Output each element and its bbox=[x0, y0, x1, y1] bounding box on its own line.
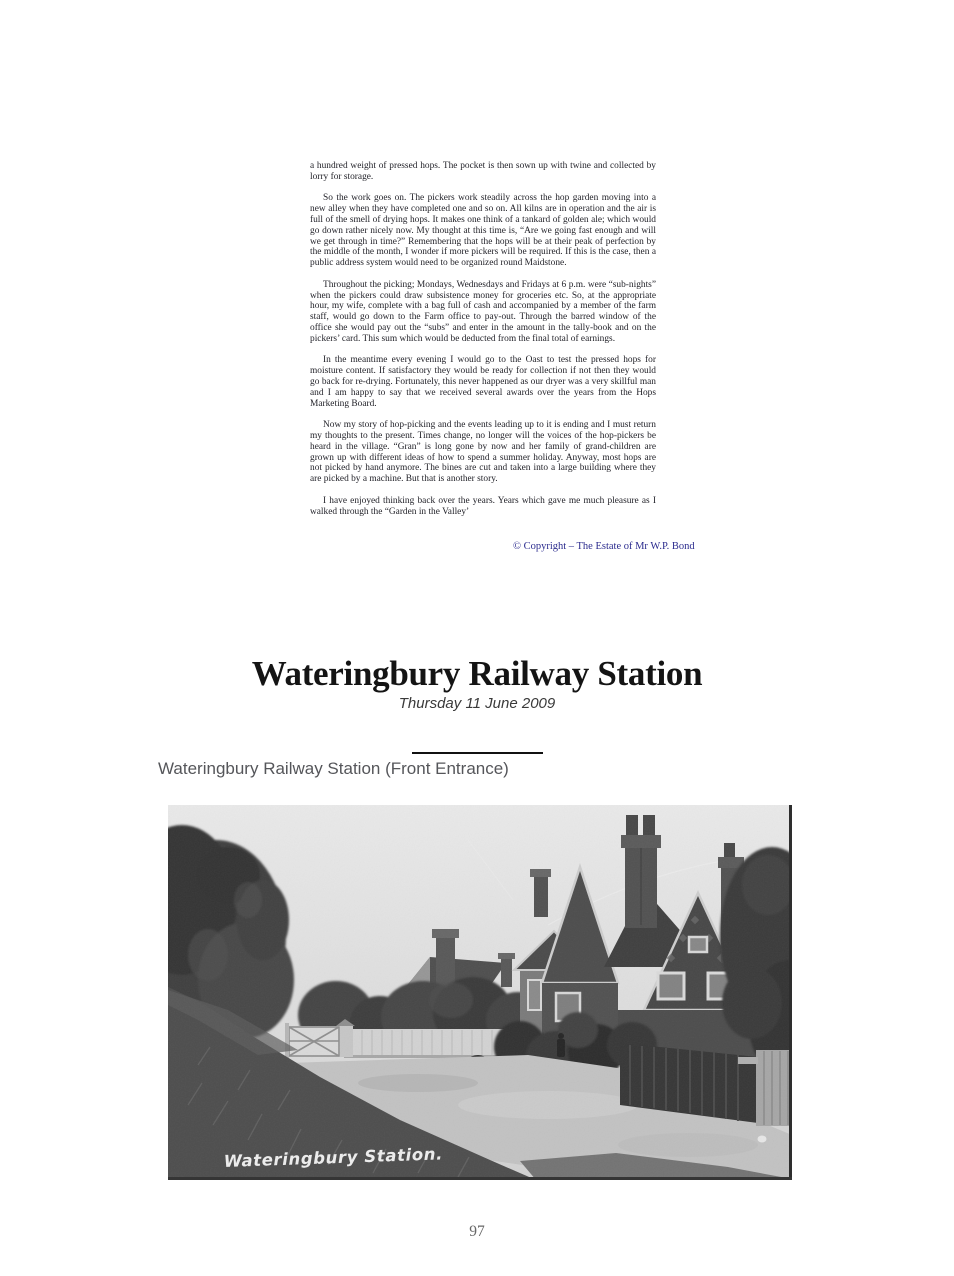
letter-paragraph: In the meantime every evening I would go to the Oast to test the pressed hops for moisture content. If satisfactory they would be ready for collection if not then they would go back for re-drying. Fortunately, this never happened as our dryer was a very skillful man and I am happy to say that we received several awards over the years from the Hops Marketing Board. bbox=[310, 355, 656, 409]
page-number: 97 bbox=[469, 1223, 485, 1240]
film-grain bbox=[168, 805, 792, 1180]
article-date: Thursday 11 June 2009 bbox=[398, 695, 556, 712]
article-header bbox=[0, 655, 954, 712]
photo-caption: Wateringbury Railway Station (Front Entrance) bbox=[158, 759, 509, 778]
copyright-line: © Copyright – The Estate of Mr W.P. Bond bbox=[513, 541, 695, 552]
letter-paragraph: a hundred weight of pressed hops. The pocket is then sown up with twine and collected by lorry for storage. bbox=[310, 161, 656, 182]
photo-inscription: Wateringbury Station. bbox=[223, 1144, 444, 1171]
letter-paragraph: Throughout the picking; Mondays, Wednesdays and Fridays at 6 p.m. were “sub-nights” when the pickers could draw subsistence money for groceries etc. So, at the appropriate hour, my wife, complete with a bag full of cash and accompanied by a member of the farm staff, would go down to the Farm office to pay-out. Through the barred window of the office she would pay out the “subs” and enter in the amount in the tally-book and on the pickers’ card. This sum which would be deducted from the final total of earnings. bbox=[310, 279, 656, 344]
station-photograph bbox=[168, 805, 792, 1180]
station-photo-art bbox=[168, 805, 792, 1180]
photo-edge bbox=[789, 805, 792, 1180]
article-title: Wateringbury Railway Station bbox=[251, 654, 703, 693]
letter-paragraph: I have enjoyed thinking back over the years. Years which gave me much pleasure as I walked through the “Garden in the Valley’ bbox=[310, 495, 656, 517]
separator-rule bbox=[412, 752, 543, 754]
photo-bottom-edge bbox=[168, 1177, 792, 1180]
letter-paragraph: So the work goes on. The pickers work steadily across the hop garden moving into a new alley when they have completed one and so on. All kilns are in operation and the air is full of the smell of drying hops. It makes one think of a tankard of golden ale; which would go down rather nicely now. My thought at this time is, “Are we going fast enough and will we get through in time?” Remembering that the hops will be at their peak of perfection by the middle of the month, I wonder if more pickers will be required. If this is the case, then a public address system would need to be organized round Maidstone. bbox=[310, 193, 656, 269]
scanned-letter-excerpt bbox=[310, 161, 656, 528]
letter-paragraph: Now my story of hop-picking and the events leading up to it is ending and I must return my thoughts to the present. Times change, no longer will the voices of the hop-pickers be heard in the village. “Gran” is long gone by now and her family of grand-children are grown up with different ideas of how to spend a summer holiday. Anyway, most hops are not picked by hand anymore. The bines are cut and taken into a large building where they are picked by a machine. But that is another story. bbox=[310, 420, 656, 485]
